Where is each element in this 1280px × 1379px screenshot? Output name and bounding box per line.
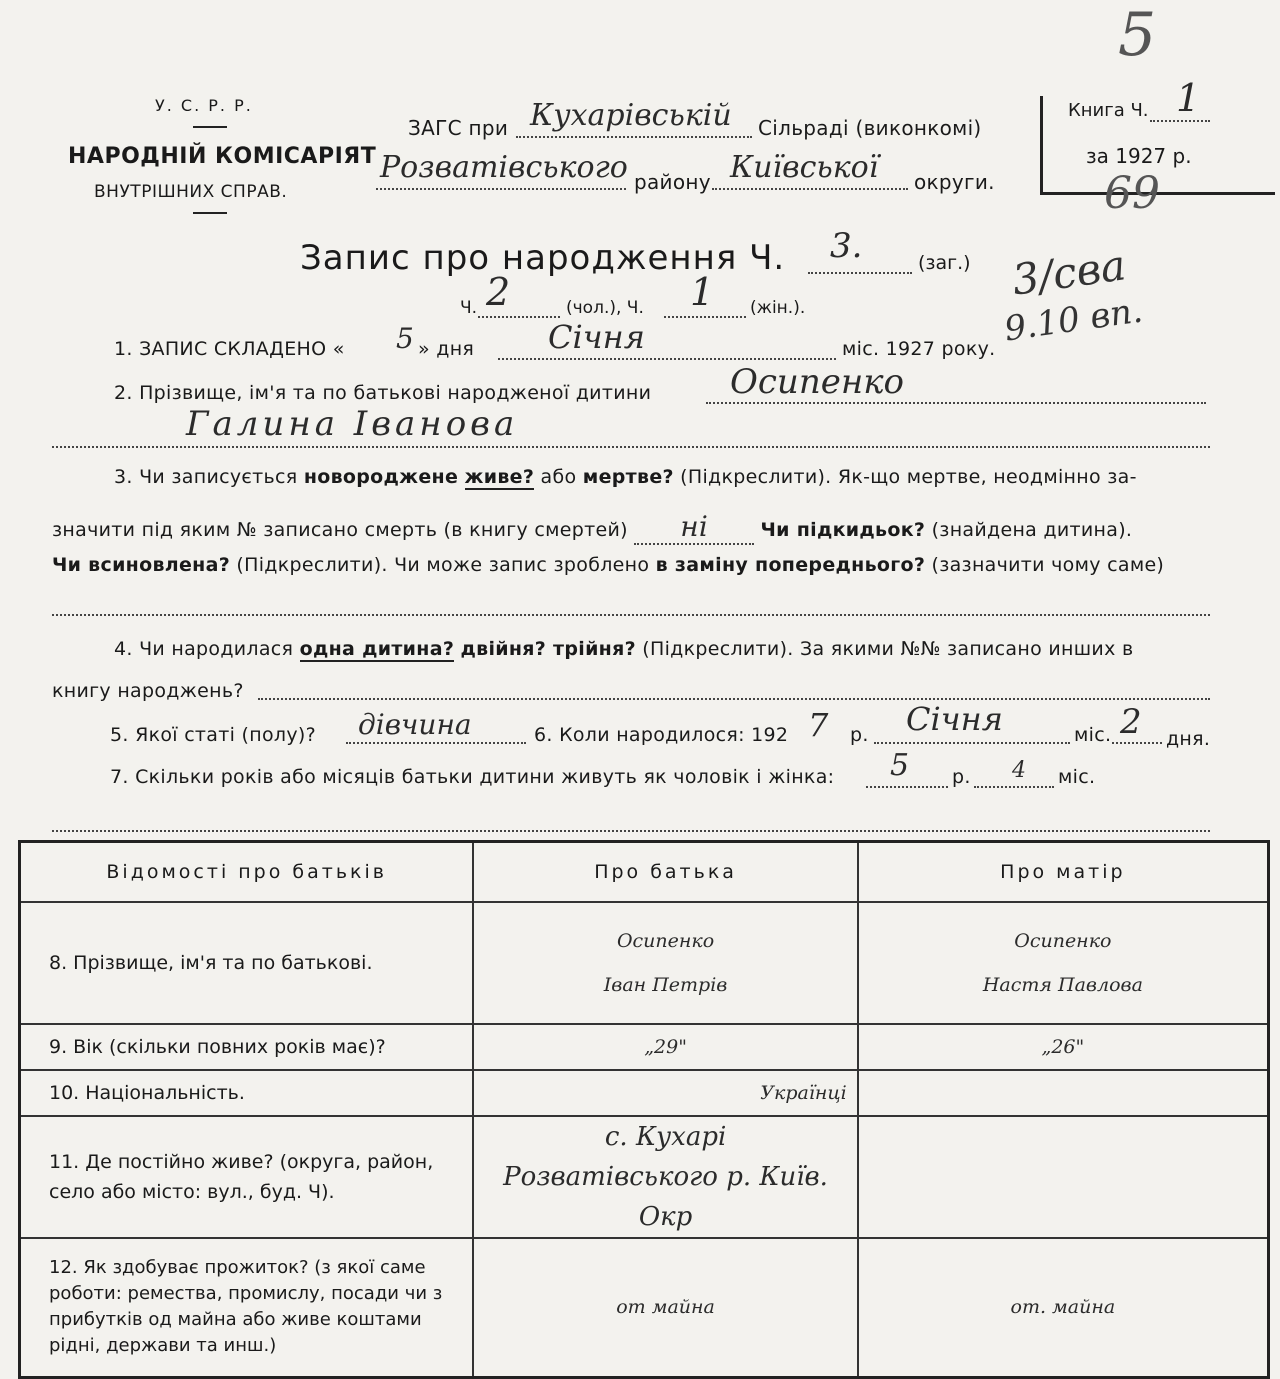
header-info: Відомості про батьків xyxy=(20,842,474,902)
item3-note: (Підкреслити). Як-що мертве, неодмінно за- xyxy=(680,466,1137,488)
item2-name-value: Галина Іванова xyxy=(186,404,519,444)
district-value: Розватівського xyxy=(380,150,628,185)
item6-year-value: 7 xyxy=(808,706,829,744)
row9-mother: „26" xyxy=(858,1024,1269,1070)
male-count-value: 2 xyxy=(486,270,511,314)
item3-blank xyxy=(52,614,1210,616)
item6-month-blank xyxy=(874,742,1070,744)
item3-replace-note: (зазначити чому саме) xyxy=(931,554,1165,576)
table-header-row xyxy=(20,842,1269,902)
item2-name-blank xyxy=(52,446,1210,448)
item1-prefix: 1. ЗАПИС СКЛАДЕНО « xyxy=(114,338,345,360)
book-number-value: 1 xyxy=(1176,76,1201,120)
zags-label: ЗАГС при xyxy=(408,116,509,140)
item7-label: 7. Скільки років або місяців батьки дитини живуть як чоловік і жінка: xyxy=(110,766,835,788)
row8-father: Осипенко Іван Петрів xyxy=(473,902,857,1024)
item1-month-value: Січня xyxy=(548,318,645,356)
item5-blank xyxy=(346,742,526,744)
item3-or: або xyxy=(540,466,577,488)
item7-months-value: 4 xyxy=(1012,758,1026,783)
item3-replace: в заміну попереднього? xyxy=(655,554,926,576)
district-label: району xyxy=(634,170,711,194)
row8-mother: Осипенко Настя Павлова xyxy=(858,902,1269,1024)
item4-q-label: 4. Чи народилася xyxy=(114,638,294,660)
ussr-label: У. С. Р. Р. xyxy=(155,96,253,115)
row10-mother xyxy=(858,1070,1269,1116)
item3-adopted: Чи всиновлена? xyxy=(52,554,231,576)
item6-dnya: дня. xyxy=(1166,728,1211,750)
record-number-value: 3. xyxy=(830,226,863,266)
item3-death-label: значити під яким № записано смерть (в книгу смертей) xyxy=(52,519,628,541)
item4-twins: двійня? трійня? xyxy=(460,638,636,660)
item4-note: (Підкреслити). За якими №№ записано инших в xyxy=(642,638,1134,660)
item3-newborn: новороджене xyxy=(303,466,459,488)
row9-father: „29" xyxy=(473,1024,857,1070)
margin-stamp-2: 9.10 вп. xyxy=(1001,290,1146,350)
table-row xyxy=(20,1238,1269,1378)
item2-surname-value: Осипенко xyxy=(730,362,905,402)
item4-single: одна дитина? xyxy=(299,638,455,660)
divider-2 xyxy=(193,212,227,214)
table-row xyxy=(20,1024,1269,1070)
item4-line1 xyxy=(114,638,1133,660)
margin-mark-right: 69 xyxy=(1104,168,1160,219)
year-label: за 1927 р. xyxy=(1086,144,1192,168)
row8-label: 8. Прізвище, ім'я та по батькові. xyxy=(20,902,474,1024)
okrug-label: округи. xyxy=(914,170,995,194)
item7-blank xyxy=(52,830,1210,832)
item1-day-label: » дня xyxy=(418,338,475,360)
row12-father: от майна xyxy=(473,1238,857,1378)
internal-affairs-label: ВНУТРІШНИХ СПРАВ. xyxy=(94,182,288,202)
item7-mis: міс. xyxy=(1058,766,1096,788)
item4-blank xyxy=(258,698,1210,700)
ch-label: Ч. xyxy=(460,298,478,318)
total-label: (заг.) xyxy=(918,252,971,274)
row11-mother xyxy=(858,1116,1269,1238)
row10-father: Українці xyxy=(473,1070,857,1116)
female-blank xyxy=(664,316,746,318)
item3-line3 xyxy=(52,554,1164,576)
item6-r: р. xyxy=(850,724,869,746)
item2-label: 2. Прізвище, ім'я та по батькові народженої дитини xyxy=(114,382,652,404)
item7-r: р. xyxy=(952,766,971,788)
item6-mis: міс. xyxy=(1074,724,1112,746)
item3-foundling-note: (знайдена дитина). xyxy=(931,519,1133,541)
female-label: (жін.). xyxy=(750,298,806,318)
okrug-value: Київської xyxy=(730,150,879,185)
item6-month-value: Січня xyxy=(906,700,1003,738)
margin-stamp-1: 3/сва xyxy=(1009,240,1129,305)
row10-label: 10. Національність. xyxy=(20,1070,474,1116)
book-label: Книга Ч. xyxy=(1068,100,1149,121)
item3-alive: живе? xyxy=(464,466,535,488)
row12-mother: от. майна xyxy=(858,1238,1269,1378)
district-blank xyxy=(376,188,626,190)
item7-months-blank xyxy=(974,786,1054,788)
divider-1 xyxy=(193,126,227,128)
item7-years-blank xyxy=(866,786,948,788)
female-count-value: 1 xyxy=(690,270,715,314)
record-number-blank xyxy=(808,272,912,274)
record-title: Запис про народження Ч. xyxy=(300,238,786,278)
item1-month-blank xyxy=(498,358,836,360)
item4-line2: книгу народжень? xyxy=(52,680,244,702)
male-label: (чол.), Ч. xyxy=(566,298,644,318)
item3-replace-label: (Підкреслити). Чи може запис зроблено xyxy=(236,554,650,576)
item5-label: 5. Якої статі (полу)? xyxy=(110,724,316,746)
item2-surname-blank xyxy=(706,402,1206,404)
item6-day-value: 2 xyxy=(1120,702,1142,742)
item6-label: 6. Коли народилося: 192 xyxy=(534,724,789,746)
selradi-label: Сільраді (виконкомі) xyxy=(758,116,982,140)
row12-label: 12. Як здобуває прожиток? (з якої саме роботи: ремества, промислу, посади чи з прибутків од майна або живе коштами рідні, держави та инш.) xyxy=(20,1238,474,1378)
row11-label: 11. Де постійно живе? (округа, район, село або місто: вул., буд. Ч). xyxy=(20,1116,474,1238)
item3-dead: мертве? xyxy=(582,466,674,488)
table-row xyxy=(20,902,1269,1024)
item3-death-value: ні xyxy=(634,510,754,545)
row9-label: 9. Вік (скільки повних років має)? xyxy=(20,1024,474,1070)
item3-foundling: Чи підкидьок? xyxy=(760,519,926,541)
table-row xyxy=(20,1070,1269,1116)
commissariat-title: НАРОДНІЙ КОМІСАРІЯТ xyxy=(68,144,377,169)
book-number-blank xyxy=(1150,120,1210,122)
item3-line2 xyxy=(52,510,1132,545)
item5-value: дівчина xyxy=(358,708,472,741)
item7-years-value: 5 xyxy=(890,748,910,783)
item1-day-value: 5 xyxy=(396,322,414,355)
header-mother: Про матір xyxy=(858,842,1269,902)
okrug-blank xyxy=(712,188,908,190)
header-father: Про батька xyxy=(473,842,857,902)
village-blank xyxy=(516,136,752,138)
item3-q-label: 3. Чи записується xyxy=(114,466,298,488)
item6-day-blank xyxy=(1112,742,1162,744)
table-row xyxy=(20,1116,1269,1238)
row11-father: с. Кухарі Розватівського р. Київ. Окр xyxy=(473,1116,857,1238)
item3-line1 xyxy=(114,466,1137,488)
item1-suffix: міс. 1927 року. xyxy=(842,338,996,360)
margin-mark-top: 5 xyxy=(1118,0,1157,70)
village-value: Кухарівській xyxy=(530,98,732,133)
parents-table xyxy=(18,840,1270,1379)
